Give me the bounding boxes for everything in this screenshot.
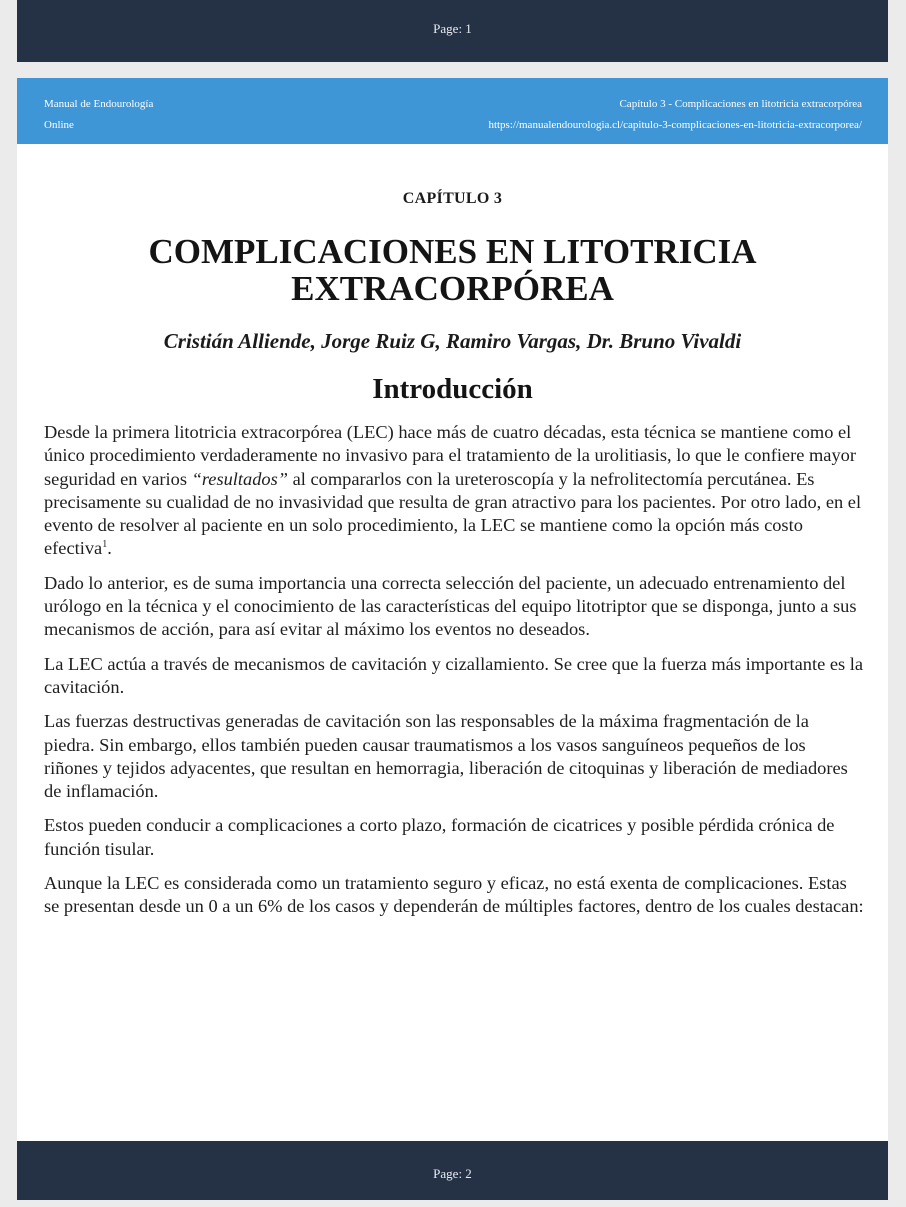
page-number-label: Page: 1 xyxy=(433,21,472,36)
paragraph-5: Estos pueden conducir a complicaciones a corto plazo, formación de cicatrices y posible pérdida crónica de función tisular. xyxy=(44,815,835,859)
authors: Cristián Alliende, Jorge Ruiz G, Ramiro Vargas, Dr. Bruno Vivaldi xyxy=(163,329,742,353)
chapter-title-line1: COMPLICACIONES EN LITOTRICIA xyxy=(148,232,757,271)
chapter-reference-title: Capítulo 3 - Complicaciones en litotricia extracorpórea xyxy=(619,98,862,110)
page-1-footer-bar xyxy=(17,0,888,62)
paragraph-2: Dado lo anterior, es de suma importancia una correcta selección del paciente, un adecuado entrenamiento del urólogo en la técnica y el conocimiento de las características del equipo litotriptor que se disponga, junto a sus mecanismos de acción, para así evitar al máximo los eventos no deseados. xyxy=(44,572,857,640)
paragraph-4: Las fuerzas destructivas generadas de cavitación son las responsables de la máxima fragmentación de la piedra. Sin embargo, ellos también pueden causar traumatismos a los vasos sanguíneos pequeños de los riñones y tejidos adyacentes, que resultan en hemorragia, liberación de citoquinas y liberación de mediadores de inflamación. xyxy=(44,711,848,802)
chapter-url[interactable]: https://manualendourologia.cl/capitulo-3-complicaciones-en-litotricia-extracorporea/ xyxy=(488,119,862,131)
section-title: Introducción xyxy=(372,373,533,405)
footnote-reference[interactable]: 1 xyxy=(102,539,108,551)
site-name-line2: Online xyxy=(44,119,74,131)
paragraph-3: La LEC actúa a través de mecanismos de cavitación y cizallamiento. Se cree que la fuerza más importante es la cavitación. xyxy=(44,653,864,697)
page-header xyxy=(17,78,888,144)
paragraph-6: Aunque la LEC es considerada como un tratamiento seguro y eficaz, no está exenta de complicaciones. Estas se presentan desde un 0 a un 6% de los casos y dependerán de múltiples factores, dentro de los cuales destacan: xyxy=(44,873,864,917)
chapter-title xyxy=(17,233,888,307)
paragraph-1-part-a: Desde la primera litotricia extracorpórea (LEC) hace más de cuatro décadas, esta técnica se mantiene como el único procedimiento verdaderamente no invasivo para el tratamiento de la urolitiasis, lo que le confiere mayor seguridad en varios xyxy=(44,422,856,489)
paragraph-1 xyxy=(44,421,864,561)
paragraph-1-part-b: al compararlos con la ureteroscopía y la nefrolitectomía percutánea. Es precisamente su cualidad de no invasividad que resulta de gran atractivo para los pacientes. Por otro lado, en el evento de resolver al paciente en un solo procedimiento, la LEC se mantiene como la opción más costo efectiva xyxy=(44,468,862,559)
paragraph-1-emphasis: “resultados” xyxy=(191,468,289,489)
body-text xyxy=(44,421,864,930)
document-page xyxy=(17,78,888,1141)
paragraph-1-end: . xyxy=(107,538,112,559)
chapter-title-line2: EXTRACORPÓREA xyxy=(291,269,614,308)
page-number-label: Page: 2 xyxy=(433,1166,472,1181)
page-2-header-bar xyxy=(17,1141,888,1200)
site-name-line1: Manual de Endourología xyxy=(44,98,154,110)
chapter-reference xyxy=(488,94,862,136)
chapter-label: CAPÍTULO 3 xyxy=(402,190,503,207)
site-name xyxy=(44,94,153,136)
